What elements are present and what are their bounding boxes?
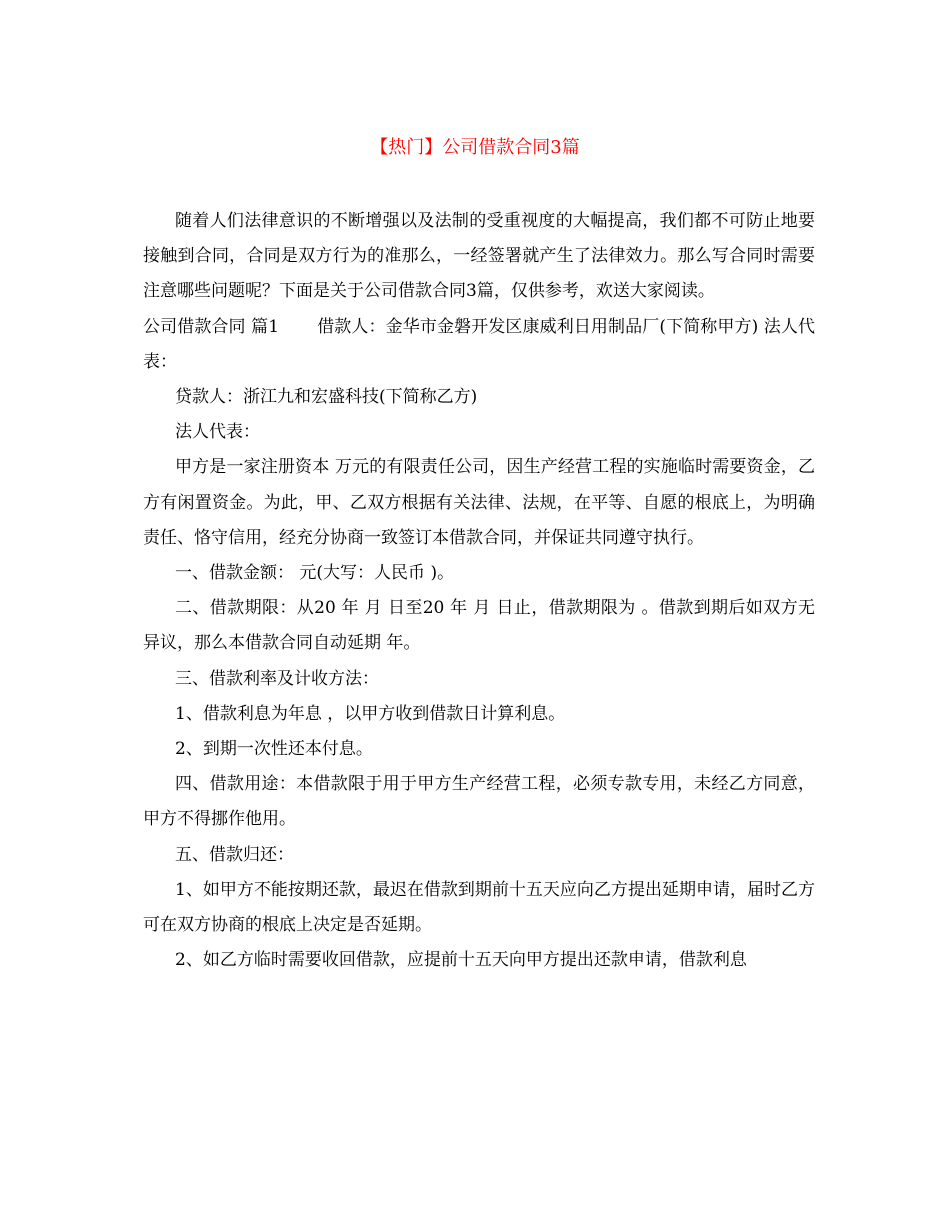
borrower-line: 借款人：金华市金磐开发区康威利日用制品厂(下简称甲方) 法人代表： bbox=[143, 316, 815, 372]
clause-loan-amount: 一、借款金额： 元(大写：人民币 )。 bbox=[175, 563, 455, 584]
clause-interest-heading: 三、借款利率及计收方法： bbox=[175, 668, 379, 689]
clause-early-recall: 2、如乙方临时需要收回借款，应提前十五天向甲方提出还款申请，借款利息 bbox=[175, 950, 747, 971]
clause-repayment-heading: 五、借款归还： bbox=[175, 844, 294, 865]
preamble-paragraph: 甲方是一家注册资本 万元的有限责任公司，因生产经营工程的实施临时需要资金，乙方有闲置资金。为此，甲、乙双方根据有关法律、法规，在平等、自愿的根底上，为明确责任、恪守信用，经充分协商一致签订本借款合同，并保证共同遵守执行。 bbox=[143, 457, 815, 548]
section-heading: 公司借款合同 篇1 bbox=[143, 316, 280, 337]
clause-extension: 1、如甲方不能按期还款，最迟在借款到期前十五天应向乙方提出延期申请，届时乙方可在双方协商的根底上决定是否延期。 bbox=[143, 879, 815, 936]
document-body bbox=[143, 204, 815, 978]
lender-line: 贷款人：浙江九和宏盛科技(下简称乙方) bbox=[175, 387, 478, 408]
section-heading-line bbox=[143, 310, 815, 380]
intro-paragraph: 随着人们法律意识的不断增强以及法制的受重视度的大幅提高，我们都不可防止地要接触到合同，合同是双方行为的准那么，一经签署就产生了法律效力。那么写合同时需要注意哪些问题呢？下面是关于公司借款合同3篇，仅供参考，欢送大家阅读。 bbox=[143, 211, 815, 302]
lender-representative: 法人代表： bbox=[175, 422, 260, 443]
document-title: 【热门】公司借款合同3篇 bbox=[370, 137, 580, 158]
clause-repayment-method: 2、到期一次性还本付息。 bbox=[175, 739, 373, 760]
clause-interest-rate: 1、借款利息为年息 ，以甲方收到借款日计算利息。 bbox=[175, 703, 566, 724]
clause-loan-term: 二、借款期限：从20 年 月 日至20 年 月 日止，借款期限为 。借款到期后如双方无异议，那么本借款合同自动延期 年。 bbox=[143, 598, 815, 654]
clause-loan-purpose: 四、借款用途：本借款限于用于甲方生产经营工程，必须专款专用，未经乙方同意，甲方不得挪作他用。 bbox=[143, 774, 815, 830]
